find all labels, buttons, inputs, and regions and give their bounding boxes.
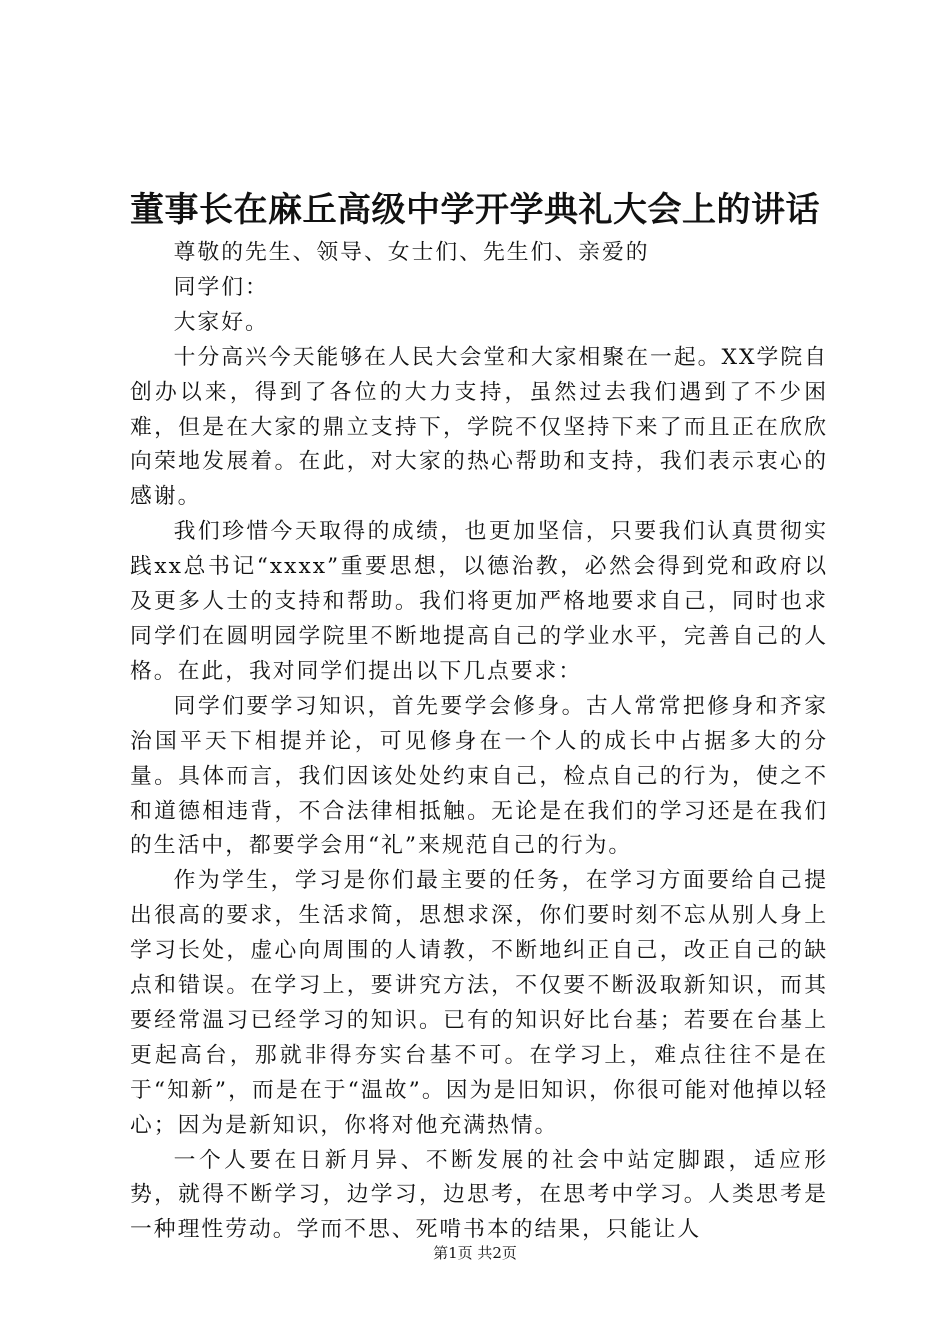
paragraph: 作为学生，学习是你们最主要的任务，在学习方面要给自己提出很高的要求，生活求简，思想求深，你们要时刻不忘从别人身上学习长处，虚心向周围的人请教，不断地纠正自己，改正自己的缺点和错误。在学习上，要讲究方法，不仅要不断汲取新知识，而其要经常温习已经学习的知识。已有的知识好比台基；若要在台基上更起高台，那就非得夯实台基不可。在学习上，难点往往不是在于“知新”，而是在于“温故”。因为是旧知识，你很可能对他掉以轻心；因为是新知识，你将对他充满热情。 [130,868,828,1138]
paragraph: 一个人要在日新月异、不断发展的社会中站定脚跟，适应形势，就得不断学习，边学习，边思考，在思考中学习。人类思考是一种理性劳动。学而不思、死啃书本的结果，只能让人 [130,1147,828,1243]
salutation-continued: 同学们： [173,274,269,300]
paragraph: 十分高兴今天能够在人民大会堂和大家相聚在一起。XX学院自创办以来，得到了各位的大力支持，虽然过去我们遇到了不少困难，但是在大家的鼎立支持下，学院不仅坚持下来了而且正在欣欣向荣地发展着。在此，对大家的热心帮助和支持，我们表示衷心的感谢。 [130,344,828,510]
salutation-line: 尊敬的先生、领导、女士们、先生们、亲爱的 [173,240,650,265]
document-title: 董事长在麻丘高级中学开学典礼大会上的讲话 [130,190,820,230]
paragraph: 我们珍惜今天取得的成绩，也更加坚信，只要我们认真贯彻实践xx总书记“xxxx”重要思想，以德治教，必然会得到党和政府以及更多人士的支持和帮助。我们将更加严格地要求自己，同时也求同学们在圆明园学院里不断地提高自己的学业水平，完善自己的人格。在此，我对同学们提出以下几点要求： [130,519,828,684]
greeting: 大家好。 [173,309,269,335]
page-footer: 第1页 共2页 [433,1244,517,1262]
document-body [130,236,828,1248]
paragraph: 同学们要学习知识，首先要学会修身。古人常常把修身和齐家治国平天下相提并论，可见修身在一个人的成长中占据多大的分量。具体而言，我们因该处处约束自己，检点自己的行为，使之不和道德相违背，不合法律相抵触。无论是在我们的学习还是在我们的生活中，都要学会用“礼”来规范自己的行为。 [130,693,828,859]
